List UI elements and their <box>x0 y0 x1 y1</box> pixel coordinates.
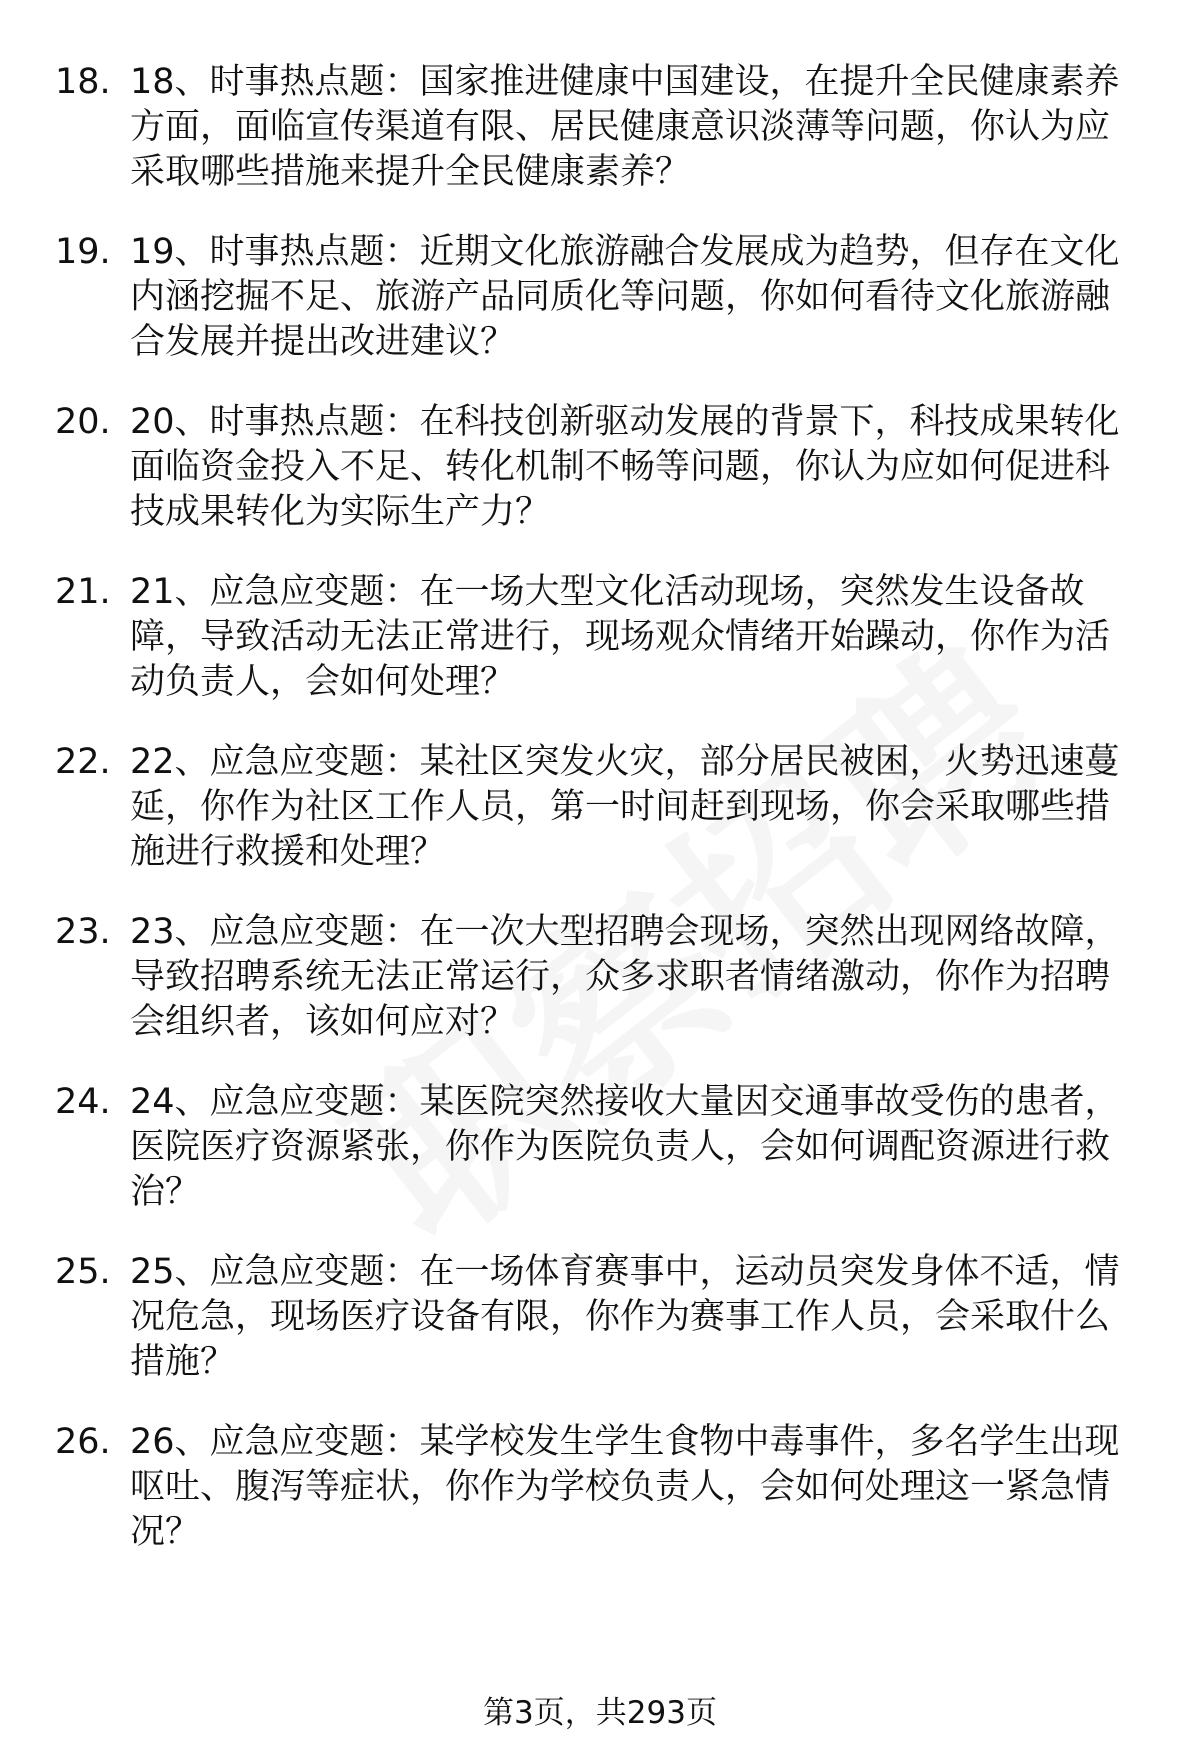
question-line: 22、应急应变题：某社区突发火灾，部分居民被困，火势迅速蔓 <box>130 742 1120 782</box>
question-line: 21、应急应变题：在一场大型文化活动现场，突然发生设备故 <box>130 572 1085 612</box>
question-item <box>0 60 1200 230</box>
question-line: 合发展并提出改进建议？ <box>130 322 516 362</box>
question-line: 治？ <box>130 1172 201 1212</box>
question-line: 导致招聘系统无法正常运行，众多求职者情绪激动，你作为招聘 <box>130 957 1111 997</box>
question-line: 18、时事热点题：国家推进健康中国建设，在提升全民健康素养 <box>130 62 1120 102</box>
question-number: 20. <box>55 402 111 442</box>
question-item <box>0 570 1200 740</box>
question-number: 22. <box>55 742 111 782</box>
question-item <box>0 1250 1200 1420</box>
question-list <box>0 60 1200 1590</box>
question-text <box>130 400 1140 535</box>
question-line: 25、应急应变题：在一场体育赛事中，运动员突发身体不适，情 <box>130 1252 1120 1292</box>
question-line: 面临资金投入不足、转化机制不畅等问题，你认为应如何促进科 <box>130 447 1111 487</box>
question-line: 况？ <box>130 1512 201 1552</box>
question-item <box>0 230 1200 400</box>
question-line: 方面，面临宣传渠道有限、居民健康意识淡薄等问题，你认为应 <box>130 107 1111 147</box>
question-line: 采取哪些措施来提升全民健康素养？ <box>130 152 691 192</box>
question-text <box>130 230 1140 365</box>
question-line: 20、时事热点题：在科技创新驱动发展的背景下，科技成果转化 <box>130 402 1120 442</box>
question-item <box>0 910 1200 1080</box>
question-text <box>130 1080 1140 1215</box>
question-number: 26. <box>55 1422 111 1462</box>
question-number: 18. <box>55 62 111 102</box>
question-line: 26、应急应变题：某学校发生学生食物中毒事件，多名学生出现 <box>130 1422 1120 1462</box>
question-number: 23. <box>55 912 111 952</box>
question-number: 24. <box>55 1082 111 1122</box>
question-text <box>130 570 1140 705</box>
question-line: 况危急，现场医疗设备有限，你作为赛事工作人员，会采取什么 <box>130 1297 1111 1337</box>
question-line: 内涵挖掘不足、旅游产品同质化等问题，你如何看待文化旅游融 <box>130 277 1111 317</box>
question-line: 技成果转化为实际生产力？ <box>130 492 551 532</box>
question-line: 24、应急应变题：某医院突然接收大量因交通事故受伤的患者， <box>130 1082 1120 1122</box>
question-line: 动负责人，会如何处理？ <box>130 662 516 702</box>
question-item <box>0 1080 1200 1250</box>
question-line: 会组织者，该如何应对？ <box>130 1002 516 1042</box>
question-line: 延，你作为社区工作人员，第一时间赶到现场，你会采取哪些措 <box>130 787 1111 827</box>
question-text <box>130 740 1140 875</box>
question-number: 25. <box>55 1252 111 1292</box>
question-number: 19. <box>55 232 111 272</box>
question-text <box>130 1250 1140 1385</box>
question-text <box>130 60 1140 195</box>
question-number: 21. <box>55 572 111 612</box>
question-item <box>0 1420 1200 1590</box>
question-line: 障，导致活动无法正常进行，现场观众情绪开始躁动，你作为活 <box>130 617 1111 657</box>
question-line: 19、时事热点题：近期文化旅游融合发展成为趋势，但存在文化 <box>130 232 1120 272</box>
question-item <box>0 400 1200 570</box>
question-item <box>0 740 1200 910</box>
question-line: 施进行救援和处理？ <box>130 832 446 872</box>
question-line: 呕吐、腹泻等症状，你作为学校负责人，会如何处理这一紧急情 <box>130 1467 1111 1507</box>
question-text <box>130 910 1140 1045</box>
question-line: 医院医疗资源紧张，你作为医院负责人，会如何调配资源进行救 <box>130 1127 1111 1167</box>
page-footer: 第3页，共293页 <box>483 1695 717 1731</box>
question-text <box>130 1420 1140 1555</box>
question-line: 措施？ <box>130 1342 236 1382</box>
question-line: 23、应急应变题：在一次大型招聘会现场，突然出现网络故障， <box>130 912 1120 952</box>
